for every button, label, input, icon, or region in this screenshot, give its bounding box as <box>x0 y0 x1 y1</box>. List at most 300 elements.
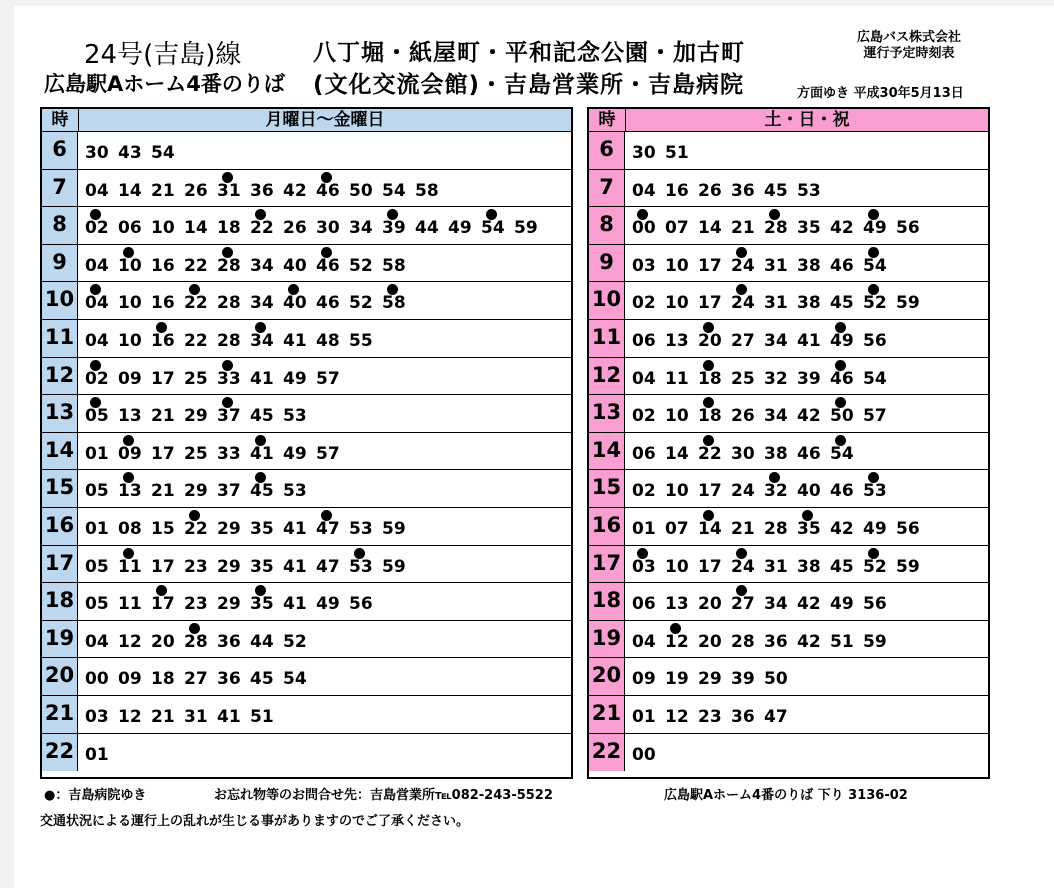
departure-minute <box>85 395 118 431</box>
departure-minute <box>151 395 184 431</box>
hour-cell: 11 <box>42 320 78 357</box>
minute-label: 31 <box>764 556 788 577</box>
minute-label: 25 <box>731 368 755 389</box>
departure-minute <box>665 320 698 356</box>
departure-minute <box>250 245 283 281</box>
minute-label: 41 <box>797 330 821 351</box>
departure-minute <box>250 282 283 318</box>
minute-label: 09 <box>118 368 142 389</box>
hour-cell: 9 <box>42 245 78 282</box>
departure-minute <box>665 170 698 206</box>
departure-minute <box>85 470 118 506</box>
weekday-row <box>42 658 571 696</box>
minutes-cell <box>78 282 571 319</box>
minute-label: 37 <box>217 481 241 502</box>
departure-minute <box>731 433 764 469</box>
minute-label: 46 <box>830 255 854 276</box>
weekday-row <box>42 696 571 734</box>
departure-minute <box>797 508 830 544</box>
minutes-cell <box>625 696 988 733</box>
departure-minute <box>184 583 217 619</box>
departure-minute <box>764 696 797 732</box>
minute-label: 36 <box>764 631 788 652</box>
minute-label: 35 <box>250 518 274 539</box>
holiday-row <box>589 433 988 471</box>
departure-minute <box>250 170 283 206</box>
minute-label: 37 <box>217 406 241 427</box>
hour-cell: 22 <box>589 734 625 772</box>
departure-minute <box>797 320 830 356</box>
departure-minute <box>217 696 250 732</box>
minute-label: 20 <box>698 631 722 652</box>
minute-label: 22 <box>250 218 274 239</box>
departure-minute <box>250 320 283 356</box>
holiday-row <box>589 470 988 508</box>
minute-label: 50 <box>349 180 373 201</box>
dot-legend: ●：吉島病院ゆき <box>44 788 147 803</box>
minute-label: 45 <box>250 481 274 502</box>
minute-label: 38 <box>797 255 821 276</box>
minute-label: 10 <box>665 255 689 276</box>
minute-label: 51 <box>665 143 689 163</box>
departure-minute <box>863 583 896 619</box>
departure-minute <box>316 546 349 582</box>
departure-minute <box>830 470 863 506</box>
departure-minute <box>665 696 698 732</box>
minute-label: 56 <box>896 218 920 239</box>
departure-minute <box>731 207 764 243</box>
minute-label: 35 <box>797 518 821 539</box>
minute-label: 54 <box>283 669 307 690</box>
minutes-cell <box>78 658 571 695</box>
minute-label: 30 <box>316 218 340 239</box>
departure-minute <box>250 358 283 394</box>
departure-minute <box>797 433 830 469</box>
departure-minute <box>250 508 283 544</box>
departure-minute <box>151 320 184 356</box>
minute-label: 49 <box>283 443 307 464</box>
departure-minute <box>698 245 731 281</box>
holiday-row <box>589 132 988 170</box>
minute-label: 28 <box>217 255 241 276</box>
departure-minute <box>797 583 830 619</box>
departure-minute <box>118 245 151 281</box>
departure-minute <box>863 621 896 657</box>
departure-minute <box>283 658 316 694</box>
departure-minute <box>184 658 217 694</box>
minutes-cell <box>78 433 571 470</box>
minute-label: 17 <box>698 556 722 577</box>
minute-label: 51 <box>830 631 854 652</box>
departure-minute <box>118 170 151 206</box>
departure-minute <box>698 470 731 506</box>
minutes-cell <box>78 395 571 432</box>
weekday-row <box>42 207 571 245</box>
minute-label: 05 <box>85 594 109 615</box>
departure-minute <box>797 358 830 394</box>
departure-minute <box>731 170 764 206</box>
minute-label: 34 <box>764 330 788 351</box>
departure-minute <box>151 583 184 619</box>
holiday-row <box>589 245 988 283</box>
minute-label: 22 <box>698 443 722 464</box>
minute-label: 46 <box>797 443 821 464</box>
departure-minute <box>830 207 863 243</box>
minute-label: 49 <box>283 368 307 389</box>
departure-minute <box>382 245 415 281</box>
minutes-cell <box>625 170 988 207</box>
hour-cell: 20 <box>42 658 78 695</box>
minutes-cell <box>625 282 988 319</box>
departure-minute <box>863 358 896 394</box>
departure-minute <box>764 583 797 619</box>
departure-minute <box>731 245 764 281</box>
departure-minute <box>514 207 547 243</box>
minute-label: 20 <box>698 330 722 351</box>
departure-minute <box>184 508 217 544</box>
departure-minute <box>85 734 118 770</box>
departure-minute <box>665 470 698 506</box>
minute-label: 18 <box>217 218 241 239</box>
minute-label: 07 <box>665 518 689 539</box>
minute-label: 01 <box>85 443 109 464</box>
minute-label: 49 <box>830 330 854 351</box>
departure-minute <box>85 546 118 582</box>
minute-label: 53 <box>863 481 887 502</box>
minute-label: 43 <box>118 143 142 163</box>
departure-minute <box>665 508 698 544</box>
hour-cell: 17 <box>589 546 625 583</box>
minute-label: 29 <box>184 481 208 502</box>
departure-minute <box>698 658 731 694</box>
departure-minute <box>316 508 349 544</box>
minutes-cell <box>625 433 988 470</box>
departure-minute <box>863 470 896 506</box>
minute-label: 21 <box>151 180 175 201</box>
minute-label: 29 <box>217 518 241 539</box>
minute-label: 29 <box>217 556 241 577</box>
departure-minute <box>764 245 797 281</box>
minute-label: 52 <box>349 293 373 314</box>
minute-label: 10 <box>118 330 142 351</box>
minute-label: 28 <box>731 631 755 652</box>
minute-label: 49 <box>448 218 472 239</box>
minute-label: 59 <box>382 518 406 539</box>
departure-minute <box>118 433 151 469</box>
departure-minute <box>382 170 415 206</box>
minute-label: 34 <box>250 255 274 276</box>
destinations-line-2: (文化交流会館)・吉島営業所・吉島病院 <box>313 72 745 98</box>
minutes-cell <box>625 132 988 169</box>
departure-minute <box>632 546 665 582</box>
destinations-line-1: 八丁堀・紙屋町・平和記念公園・加古町 <box>313 40 745 66</box>
departure-minute <box>250 395 283 431</box>
minutes-cell <box>78 358 571 395</box>
departure-minute <box>632 583 665 619</box>
departure-minute <box>665 207 698 243</box>
holiday-days-label: 土・日・祝 <box>764 110 850 130</box>
minute-label: 29 <box>698 669 722 690</box>
minute-label: 09 <box>632 669 656 690</box>
departure-minute <box>797 282 830 318</box>
minute-label: 59 <box>514 218 538 239</box>
hour-cell: 8 <box>589 207 625 244</box>
minutes-cell <box>78 207 571 244</box>
minute-label: 04 <box>632 631 656 652</box>
company-name: 広島バス株式会社 <box>856 30 961 45</box>
hour-cell: 10 <box>589 282 625 319</box>
holiday-row <box>589 734 988 772</box>
minute-label: 01 <box>85 744 109 765</box>
departure-minute <box>118 395 151 431</box>
hour-cell: 7 <box>42 170 78 207</box>
minute-label: 49 <box>863 518 887 539</box>
departure-minute <box>217 395 250 431</box>
departure-minute <box>184 320 217 356</box>
minute-label: 28 <box>217 293 241 314</box>
minute-label: 56 <box>863 330 887 351</box>
departure-minute <box>731 583 764 619</box>
departure-minute <box>151 508 184 544</box>
departure-minute <box>382 508 415 544</box>
minute-label: 03 <box>632 556 656 577</box>
departure-minute <box>349 583 382 619</box>
minute-label: 53 <box>797 180 821 201</box>
direction-and-date: 方面ゆき 平成30年5月13日 <box>797 86 964 101</box>
departure-minute <box>184 245 217 281</box>
weekday-timetable <box>40 107 573 779</box>
departure-minute <box>85 696 118 732</box>
minute-label: 36 <box>250 180 274 201</box>
departure-minute <box>85 282 118 318</box>
minute-label: 23 <box>698 706 722 727</box>
departure-minute <box>382 282 415 318</box>
minute-label: 14 <box>184 218 208 239</box>
minute-label: 58 <box>415 180 439 201</box>
minute-label: 18 <box>698 368 722 389</box>
departure-minute <box>217 621 250 657</box>
minutes-cell <box>78 621 571 658</box>
minute-label: 04 <box>85 330 109 351</box>
minute-label: 47 <box>316 556 340 577</box>
minute-label: 59 <box>896 556 920 577</box>
departure-minute <box>283 583 316 619</box>
minute-label: 26 <box>283 218 307 239</box>
minute-label: 35 <box>250 556 274 577</box>
departure-minute <box>731 546 764 582</box>
departure-minute <box>151 696 184 732</box>
weekday-hour-header: 時 <box>42 109 79 131</box>
minute-label: 01 <box>632 518 656 539</box>
minute-label: 00 <box>85 669 109 690</box>
minute-label: 19 <box>665 669 689 690</box>
departure-minute <box>349 546 382 582</box>
minute-label: 31 <box>764 255 788 276</box>
hour-cell: 14 <box>589 433 625 470</box>
departure-minute <box>632 320 665 356</box>
weekday-row <box>42 358 571 396</box>
departure-minute <box>863 395 896 431</box>
departure-minute <box>632 734 665 770</box>
minute-label: 30 <box>632 143 656 163</box>
minute-label: 53 <box>283 406 307 427</box>
departure-minute <box>118 358 151 394</box>
departure-minute <box>316 207 349 243</box>
minute-label: 13 <box>118 481 142 502</box>
departure-minute <box>698 358 731 394</box>
weekday-row <box>42 583 571 621</box>
minute-label: 31 <box>217 180 241 201</box>
hour-cell: 12 <box>42 358 78 395</box>
departure-minute <box>731 621 764 657</box>
minute-label: 10 <box>665 481 689 502</box>
departure-minute <box>731 696 764 732</box>
departure-minute <box>731 658 764 694</box>
departure-minute <box>217 245 250 281</box>
minute-label: 35 <box>250 594 274 615</box>
weekday-header <box>42 109 571 132</box>
departure-minute <box>217 508 250 544</box>
departure-minute <box>85 320 118 356</box>
holiday-row <box>589 621 988 659</box>
departure-minute <box>764 170 797 206</box>
minute-label: 46 <box>830 481 854 502</box>
departure-minute <box>830 282 863 318</box>
traffic-note: 交通状況による運行上の乱れが生じる事がありますのでご了承ください。 <box>40 814 470 829</box>
departure-minute <box>349 282 382 318</box>
minute-label: 04 <box>85 255 109 276</box>
minute-label: 59 <box>863 631 887 652</box>
minute-label: 10 <box>665 293 689 314</box>
departure-minute <box>283 170 316 206</box>
company-block <box>836 30 982 62</box>
departure-minute <box>415 207 448 243</box>
departure-minute <box>283 395 316 431</box>
departure-minute <box>665 583 698 619</box>
departure-minute <box>250 696 283 732</box>
minute-label: 06 <box>118 218 142 239</box>
departure-minute <box>118 132 151 168</box>
holiday-row <box>589 583 988 621</box>
minute-label: 06 <box>632 594 656 615</box>
weekday-row <box>42 320 571 358</box>
minute-label: 49 <box>863 218 887 239</box>
minute-label: 12 <box>665 706 689 727</box>
departure-minute <box>349 170 382 206</box>
departure-minute <box>349 207 382 243</box>
minute-label: 18 <box>698 406 722 427</box>
departure-minute <box>665 546 698 582</box>
minute-label: 27 <box>731 330 755 351</box>
minutes-cell <box>625 245 988 282</box>
minute-label: 02 <box>632 481 656 502</box>
route-number: 24号(吉島)線 <box>84 40 242 70</box>
departure-minute <box>184 358 217 394</box>
departure-minute <box>217 320 250 356</box>
minute-label: 04 <box>85 631 109 652</box>
departure-minute <box>283 433 316 469</box>
minute-label: 52 <box>283 631 307 652</box>
minute-label: 14 <box>118 180 142 201</box>
minute-label: 36 <box>731 706 755 727</box>
departure-minute <box>698 546 731 582</box>
departure-minute <box>250 658 283 694</box>
minute-label: 42 <box>283 180 307 201</box>
hour-cell: 15 <box>42 470 78 507</box>
weekday-row <box>42 245 571 283</box>
minute-label: 45 <box>830 293 854 314</box>
departure-minute <box>797 470 830 506</box>
minute-label: 41 <box>283 556 307 577</box>
holiday-hour-header: 時 <box>589 109 626 131</box>
departure-minute <box>731 508 764 544</box>
minute-label: 04 <box>632 368 656 389</box>
minutes-cell <box>78 470 571 507</box>
hour-cell: 17 <box>42 546 78 583</box>
hour-cell: 21 <box>589 696 625 733</box>
departure-minute <box>184 621 217 657</box>
hour-cell: 6 <box>42 132 78 169</box>
departure-minute <box>415 170 448 206</box>
departure-minute <box>217 433 250 469</box>
departure-minute <box>217 583 250 619</box>
minute-label: 03 <box>85 706 109 727</box>
departure-minute <box>118 282 151 318</box>
minute-label: 26 <box>698 180 722 201</box>
departure-minute <box>118 583 151 619</box>
departure-minute <box>731 470 764 506</box>
hour-cell: 18 <box>589 583 625 620</box>
departure-minute <box>184 433 217 469</box>
minute-label: 21 <box>151 481 175 502</box>
hour-cell: 10 <box>42 282 78 319</box>
weekday-row <box>42 470 571 508</box>
minute-label: 42 <box>797 631 821 652</box>
minute-label: 40 <box>283 255 307 276</box>
departure-minute <box>896 207 929 243</box>
minute-label: 33 <box>217 368 241 389</box>
minute-label: 53 <box>283 481 307 502</box>
departure-minute <box>731 320 764 356</box>
holiday-timetable <box>587 107 990 779</box>
minute-label: 41 <box>283 518 307 539</box>
minute-label: 41 <box>250 443 274 464</box>
departure-minute <box>698 508 731 544</box>
departure-minute <box>283 358 316 394</box>
minute-label: 49 <box>830 594 854 615</box>
minute-label: 30 <box>731 443 755 464</box>
minutes-cell <box>78 508 571 545</box>
departure-minute <box>698 433 731 469</box>
minute-label: 40 <box>797 481 821 502</box>
minute-label: 41 <box>283 594 307 615</box>
minute-label: 44 <box>250 631 274 652</box>
departure-minute <box>151 358 184 394</box>
departure-minute <box>250 583 283 619</box>
minute-label: 12 <box>118 631 142 652</box>
minute-label: 11 <box>118 556 142 577</box>
minute-label: 10 <box>665 406 689 427</box>
minute-label: 47 <box>764 706 788 727</box>
departure-minute <box>217 282 250 318</box>
minute-label: 01 <box>85 518 109 539</box>
minute-label: 06 <box>632 443 656 464</box>
minute-label: 17 <box>698 481 722 502</box>
minute-label: 33 <box>217 443 241 464</box>
departure-minute <box>283 470 316 506</box>
minute-label: 54 <box>151 143 175 163</box>
stop-name: 広島駅Aホーム4番のりば <box>44 72 285 96</box>
